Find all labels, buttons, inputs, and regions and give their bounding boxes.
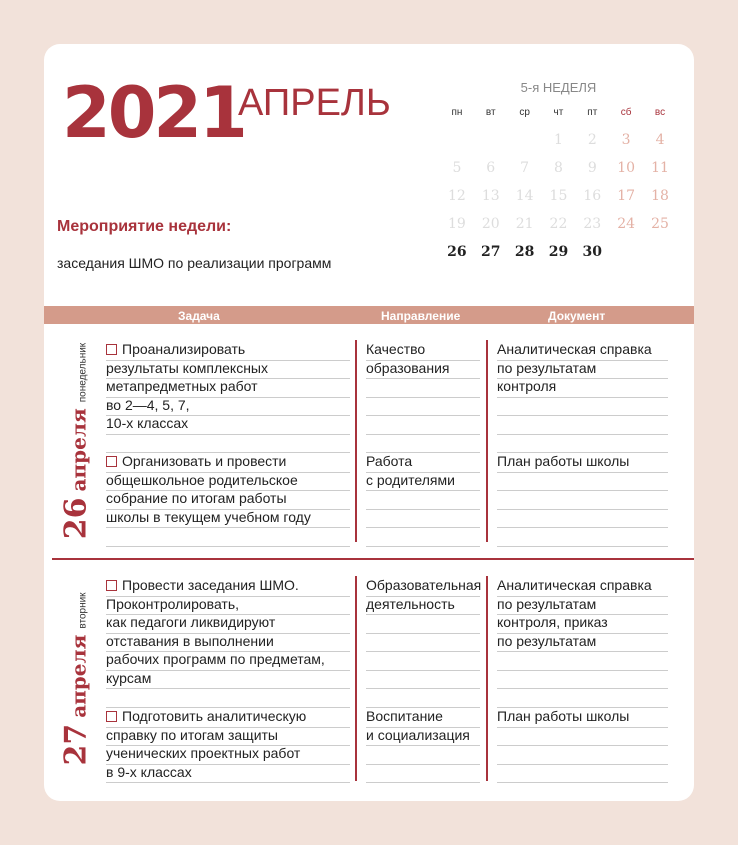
ruled-line [366,670,480,671]
calendar-grid [440,98,677,266]
document-text: по результатам [497,359,597,376]
ruled-line [497,651,668,652]
direction-text: Качество [366,341,426,357]
calendar-day: 3 [621,132,631,148]
day-month: апреля [66,634,91,718]
day-label [46,342,106,540]
calendar-day: 23 [583,216,602,232]
task-text [106,414,188,432]
calendar-week-row [440,238,677,266]
calendar-day: 4 [655,132,665,148]
weekday-header: пт [587,106,598,118]
task-text [106,340,245,358]
document-text: План работы школы [497,708,630,724]
ruled-line [497,509,668,510]
ruled-line [497,764,668,765]
ruled-line [366,745,480,746]
task-line: 10-х классах [106,415,189,431]
day-weekday: вторник [77,591,89,629]
calendar-week-row [440,126,677,154]
ruled-line [366,490,480,491]
mini-calendar [440,80,677,266]
calendar-day: 1 [553,132,563,148]
column-header-direction: Направление [381,309,461,323]
direction-text: деятельность [366,595,455,612]
task-line: школы в текущем учебном году [106,508,311,525]
calendar-day: 5 [452,160,462,176]
ruled-line [366,509,480,510]
ruled-line [366,546,480,547]
task-text [106,650,325,668]
task-text [106,508,311,526]
weekday-header: вс [654,106,666,118]
calendar-day [508,126,542,154]
task-text [106,576,299,594]
ruled-line [497,727,668,728]
event-of-week-text: заседания ШМО по реализации программ [57,255,332,271]
document-text: по результатам [497,595,597,612]
column-header-document: Документ [548,309,606,323]
calendar-day: 18 [651,188,669,204]
calendar-day: 21 [515,216,534,232]
weekday-header: вт [485,106,496,118]
task-checkbox[interactable] [106,456,117,467]
task-line: как педагоги ликвидируют [106,614,276,630]
task-text [106,744,300,762]
calendar-day: 28 [514,244,535,260]
calendar-day: 16 [583,188,602,204]
ruled-line [366,434,480,435]
ruled-line [106,688,350,689]
document-text: Аналитическая справка [497,341,652,357]
direction-text: и социализация [366,726,470,743]
ruled-line [497,434,668,435]
task-line: Провести заседания ШМО. [122,577,299,593]
task-line: курсам [106,669,152,686]
task-text [106,471,298,489]
ruled-line [366,651,480,652]
ruled-line [366,415,480,416]
document-text: по результатам [497,632,597,649]
task-text [106,763,192,781]
task-text [106,613,275,631]
calendar-day [609,238,643,266]
day-month: апреля [66,408,91,492]
calendar-day: 11 [651,160,669,176]
ruled-line [497,397,668,398]
calendar-day: 2 [587,132,597,148]
ruled-line [106,546,350,547]
ruled-line [106,434,350,435]
column-divider [486,340,488,542]
ruled-line [497,546,668,547]
direction-text: Образовательная [366,577,482,593]
task-line: метапредметных работ [106,378,258,394]
ruled-line [497,801,668,802]
calendar-day: 7 [520,160,530,176]
calendar-day: 24 [617,216,636,232]
ruled-line [366,614,480,615]
planner-page [44,44,694,801]
calendar-day: 13 [481,188,500,204]
day-separator [52,558,694,560]
calendar-day: 26 [447,244,467,260]
task-line: Организовать и провести [122,453,287,469]
direction-text: Воспитание [366,708,443,724]
calendar-day [474,126,508,154]
calendar-day: 20 [481,216,500,232]
task-text [106,359,268,377]
task-text [106,595,239,613]
task-text [106,489,287,507]
task-text [106,669,151,687]
calendar-week-row [440,182,677,210]
ruled-line [497,670,668,671]
task-line: во 2—4, 5, 7, [106,396,190,413]
task-line: результаты комплексных [106,359,268,376]
column-divider [355,576,357,781]
weekday-header: чт [553,106,564,118]
calendar-week-row [440,154,677,182]
task-text [106,632,274,650]
ruled-line [366,782,480,783]
calendar-day: 27 [481,244,501,260]
calendar-day: 6 [486,160,496,176]
task-checkbox[interactable] [106,344,117,355]
weekday-row [440,98,677,126]
ruled-line [366,801,480,802]
task-line: Проанализировать [122,341,246,357]
ruled-line [497,745,668,746]
calendar-week-row [440,210,677,238]
task-line: Подготовить аналитическую [122,708,307,724]
calendar-day: 9 [587,160,597,176]
task-line: справку по итогам защиты [106,726,278,743]
weekday-header: ср [519,106,530,118]
task-line: ученических проектных работ [106,745,301,761]
week-label: 5-я НЕДЕЛЯ [520,80,597,95]
document-text: контроля, приказ [497,614,608,630]
calendar-day: 17 [617,188,636,204]
month-title: АПРЕЛЬ [238,82,391,124]
calendar-day: 30 [582,244,603,260]
task-line: собрание по итогам работы [106,490,287,506]
direction-text: Работа [366,453,413,469]
calendar-day: 22 [549,216,568,232]
column-divider [355,340,357,542]
calendar-day: 29 [548,244,569,260]
event-of-week-label: Мероприятие недели: [57,218,232,235]
ruled-line [366,764,480,765]
task-checkbox[interactable] [106,711,117,722]
ruled-line [106,801,350,802]
ruled-line [497,490,668,491]
task-text [106,452,286,470]
task-line: общешкольное родительское [106,471,298,488]
table-header [44,306,694,324]
calendar-day: 25 [651,216,669,232]
direction-text: с родителями [366,471,455,488]
calendar-day: 8 [553,160,563,176]
task-text [106,707,306,725]
day-label [46,591,106,766]
ruled-line [106,782,350,783]
calendar-day: 19 [448,216,466,232]
document-text: Аналитическая справка [497,577,652,593]
day-weekday: понедельник [77,342,89,403]
ruled-line [366,633,480,634]
task-line: Проконтролировать, [106,595,240,612]
year-title: 2021 [62,72,245,154]
day-label-text [59,343,94,539]
ruled-line [497,415,668,416]
task-checkbox[interactable] [106,580,117,591]
calendar-day [643,238,677,266]
task-line: в 9-х классах [106,763,192,780]
document-text: контроля [497,378,557,394]
ruled-line [366,397,480,398]
task-text [106,377,258,395]
ruled-line [106,527,350,528]
task-text [106,726,278,744]
day-label-text [59,592,94,765]
ruled-line [366,378,480,379]
column-divider [486,576,488,781]
weekday-header: сб [620,106,632,118]
document-text: План работы школы [497,453,630,469]
task-text [106,396,190,414]
task-line: отставания в выполнении [106,632,274,649]
calendar-day: 12 [448,188,466,204]
ruled-line [497,472,668,473]
calendar-day: 10 [617,160,636,176]
ruled-line [366,688,480,689]
calendar-day: 14 [515,188,534,204]
ruled-line [497,782,668,783]
column-header-task: Задача [178,309,220,323]
day-number: 27 [58,723,94,766]
day-number: 26 [58,497,94,540]
ruled-line [366,527,480,528]
ruled-line [497,527,668,528]
ruled-line [497,688,668,689]
direction-text: образования [366,359,450,376]
calendar-day [440,126,474,154]
weekday-header: пн [451,106,463,118]
calendar-day: 15 [549,188,568,204]
task-line: рабочих программ по предметам, [106,651,325,667]
